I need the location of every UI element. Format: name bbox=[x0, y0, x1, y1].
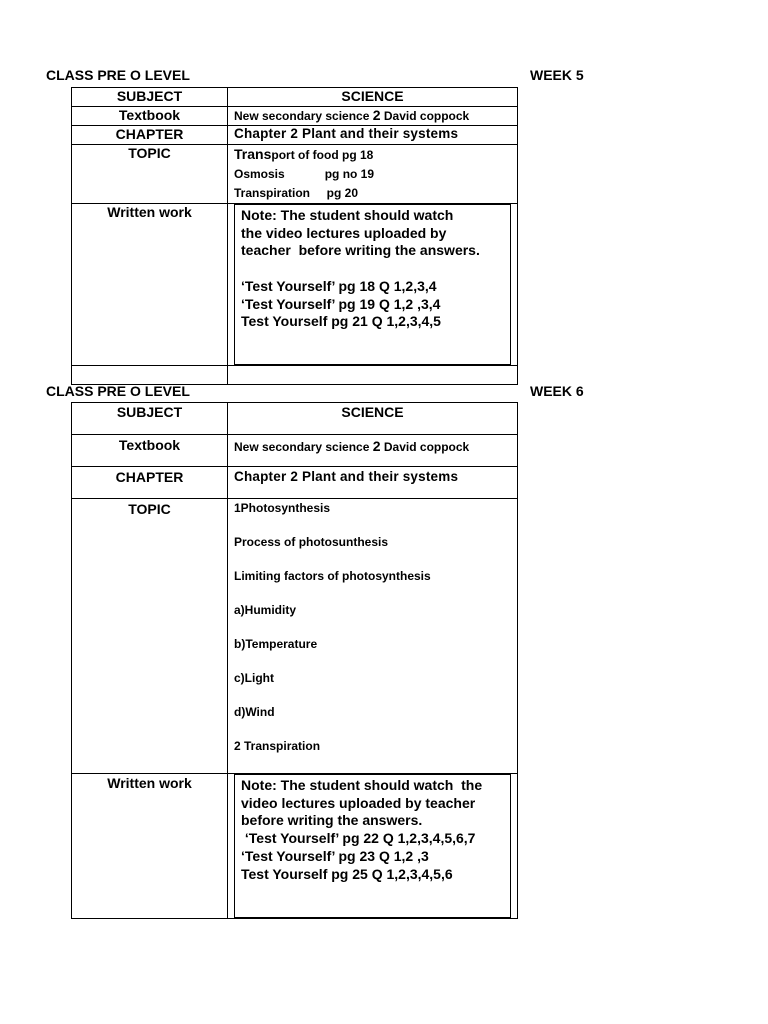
chapter-label: CHAPTER bbox=[72, 126, 228, 145]
week5-topic-row bbox=[72, 145, 518, 204]
written-line: before writing the answers. bbox=[241, 812, 423, 829]
week5-subject-row bbox=[72, 88, 518, 107]
subject-value: SCIENCE bbox=[228, 403, 518, 435]
textbook-volume: 2 bbox=[372, 107, 381, 123]
topic-label: TOPIC bbox=[72, 145, 228, 204]
written-work-cell bbox=[228, 774, 518, 919]
topic-line: 2 Transpiration bbox=[234, 739, 321, 753]
textbook-label: Textbook bbox=[72, 435, 228, 467]
week5-table bbox=[71, 87, 518, 385]
week6-topic-row bbox=[72, 499, 518, 774]
written-line bbox=[241, 260, 504, 278]
subject-value: SCIENCE bbox=[228, 88, 518, 107]
week5-class-title: CLASS PRE O LEVEL bbox=[46, 67, 190, 83]
week5-textbook-row bbox=[72, 107, 518, 126]
topic-line: c)Light bbox=[234, 671, 274, 685]
textbook-title: New secondary science bbox=[234, 109, 373, 123]
written-line: Test Yourself pg 21 Q 1,2,3,4,5 bbox=[241, 313, 441, 330]
topic-line: 1Photosynthesis bbox=[234, 501, 331, 515]
chapter-label: CHAPTER bbox=[72, 467, 228, 499]
topic-line: b)Temperature bbox=[234, 637, 318, 651]
chapter-value: Chapter 2 Plant and their systems bbox=[228, 467, 518, 499]
topic-list bbox=[228, 145, 518, 204]
written-work-label: Written work bbox=[72, 204, 228, 366]
written-line: ‘Test Yourself’ pg 18 Q 1,2,3,4 bbox=[241, 277, 437, 294]
topic-line: Transpiration pg 20 bbox=[234, 186, 359, 200]
week6-class-title: CLASS PRE O LEVEL bbox=[46, 383, 190, 399]
topic-line: a)Humidity bbox=[234, 603, 297, 617]
topic-line: Process of photosunthesis bbox=[234, 535, 389, 549]
written-work-note-box bbox=[234, 774, 511, 918]
written-work-label: Written work bbox=[72, 774, 228, 919]
written-line: ‘Test Yourself’ pg 23 Q 1,2 ,3 bbox=[241, 847, 429, 864]
textbook-author: David coppock bbox=[380, 440, 470, 454]
topic-line: Transport of food pg 18 bbox=[234, 146, 374, 162]
written-line: Test Yourself pg 25 Q 1,2,3,4,5,6 bbox=[241, 865, 453, 882]
written-line: teacher before writing the answers. bbox=[241, 242, 480, 259]
written-line: Note: The student should watch bbox=[241, 207, 454, 223]
textbook-value bbox=[228, 435, 518, 467]
textbook-author: David coppock bbox=[380, 109, 470, 123]
textbook-title: New secondary science bbox=[234, 440, 373, 454]
chapter-value: Chapter 2 Plant and their systems bbox=[228, 126, 518, 145]
week6-table bbox=[71, 402, 518, 919]
week6-subject-row bbox=[72, 403, 518, 435]
written-line: Note: The student should watch the bbox=[241, 777, 483, 793]
topic-line: Osmosis pg no 19 bbox=[234, 167, 375, 181]
week5-written-row bbox=[72, 204, 518, 366]
week5-empty-row bbox=[72, 366, 518, 385]
week6-chapter-row bbox=[72, 467, 518, 499]
topic-list bbox=[228, 499, 518, 774]
textbook-value bbox=[228, 107, 518, 126]
textbook-volume: 2 bbox=[372, 438, 381, 454]
written-work-cell bbox=[228, 204, 518, 366]
topic-line: Limiting factors of photosynthesis bbox=[234, 569, 431, 583]
topic-line: d)Wind bbox=[234, 705, 275, 719]
topic-label: TOPIC bbox=[72, 499, 228, 774]
written-line: ‘Test Yourself’ pg 22 Q 1,2,3,4,5,6,7 bbox=[241, 830, 476, 847]
subject-label: SUBJECT bbox=[72, 403, 228, 435]
week6-textbook-row bbox=[72, 435, 518, 467]
week6-week-label: WEEK 6 bbox=[530, 383, 584, 399]
week5-chapter-row bbox=[72, 126, 518, 145]
week5-week-label: WEEK 5 bbox=[530, 67, 584, 83]
written-line: video lectures uploaded by teacher bbox=[241, 794, 476, 811]
empty-cell bbox=[228, 366, 518, 385]
subject-label: SUBJECT bbox=[72, 88, 228, 107]
written-work-note-box bbox=[234, 204, 511, 365]
empty-cell bbox=[72, 366, 228, 385]
week6-written-row bbox=[72, 774, 518, 919]
written-line: ‘Test Yourself’ pg 19 Q 1,2 ,3,4 bbox=[241, 295, 441, 312]
textbook-label: Textbook bbox=[72, 107, 228, 126]
written-line: the video lectures uploaded by bbox=[241, 224, 447, 241]
